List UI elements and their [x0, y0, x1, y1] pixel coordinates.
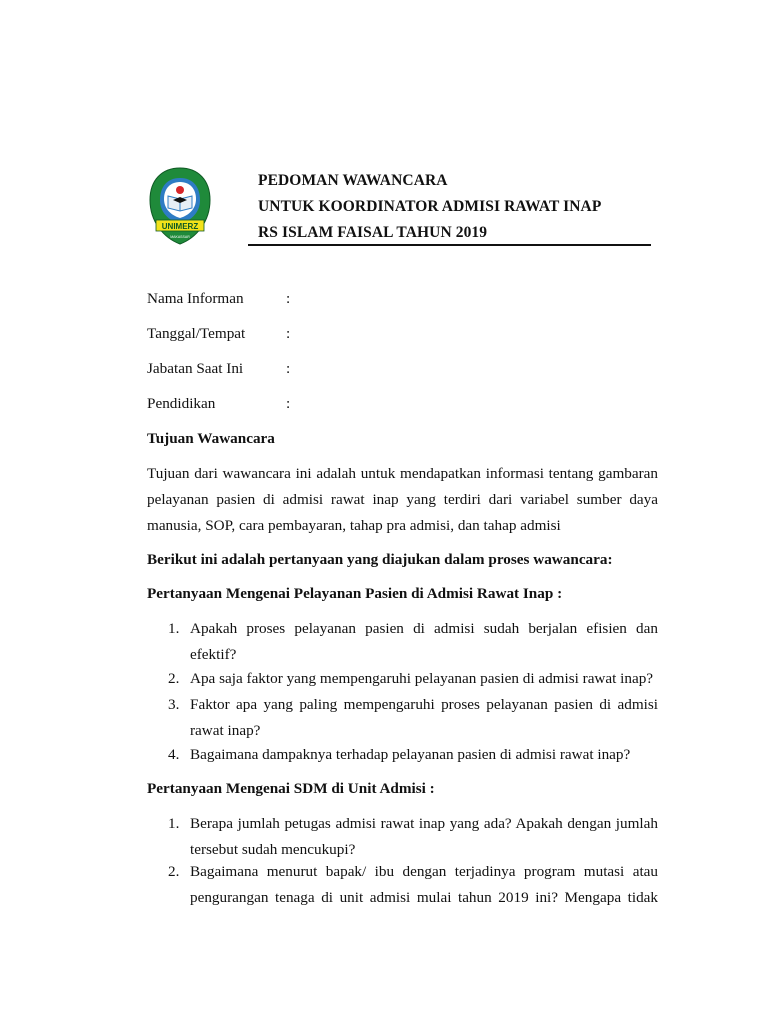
- item-line: rawat inap?: [190, 722, 261, 739]
- section-heading-sdm: Pertanyaan Mengenai SDM di Unit Admisi :: [147, 780, 435, 797]
- item-number: 1.: [168, 815, 180, 832]
- field-colon: :: [286, 325, 291, 342]
- item-line: Berapa jumlah petugas admisi rawat inap yang ada? Apakah dengan jumlah: [190, 815, 658, 832]
- university-logo: [148, 166, 212, 246]
- field-colon: :: [286, 360, 291, 377]
- item-line: efektif?: [190, 646, 237, 663]
- svg-text:MAKASSAR: MAKASSAR: [170, 235, 190, 239]
- svg-text:UNIMERZ: UNIMERZ: [161, 222, 199, 231]
- header-subtitle: UNTUK KOORDINATOR ADMISI RAWAT INAP: [258, 198, 602, 215]
- item-number: 3.: [168, 696, 180, 713]
- header-institution: RS ISLAM FAISAL TAHUN 2019: [258, 224, 488, 241]
- paragraph-line: manusia, SOP, cara pembayaran, tahap pra admisi, dan tahap admisi: [147, 517, 561, 534]
- field-label-jabatan: Jabatan Saat Ini: [147, 360, 244, 377]
- item-number: 4.: [168, 746, 180, 763]
- section-heading-tujuan: Tujuan Wawancara: [147, 430, 275, 447]
- paragraph-line: Tujuan dari wawancara ini adalah untuk mendapatkan informasi tentang gambaran: [147, 465, 658, 482]
- item-number: 2.: [168, 863, 180, 880]
- item-number: 1.: [168, 620, 180, 637]
- field-colon: :: [286, 395, 291, 412]
- item-line: Faktor apa yang paling mempengaruhi proses pelayanan pasien di admisi: [190, 696, 658, 713]
- intro-statement: Berikut ini adalah pertanyaan yang diajukan dalam proses wawancara:: [147, 551, 613, 568]
- tujuan-paragraph: [147, 466, 658, 544]
- item-line: Bagaimana dampaknya terhadap pelayanan pasien di admisi rawat inap?: [190, 746, 631, 763]
- item-line: Apakah proses pelayanan pasien di admisi sudah berjalan efisien dan: [190, 620, 658, 637]
- field-label-pendidikan: Pendidikan: [147, 395, 216, 412]
- field-label-tanggal-tempat: Tanggal/Tempat: [147, 325, 246, 342]
- item-line: Bagaimana menurut bapak/ ibu dengan terjadinya program mutasi atau: [190, 863, 658, 880]
- item-line: Apa saja faktor yang mempengaruhi pelayanan pasien di admisi rawat inap?: [190, 670, 654, 687]
- field-colon: :: [286, 290, 291, 307]
- field-label-nama-informan: Nama Informan: [147, 290, 244, 307]
- header-title: PEDOMAN WAWANCARA: [258, 172, 448, 189]
- item-line: tersebut sudah mencukupi?: [190, 841, 356, 858]
- item-line: pengurangan tenaga di unit admisi mulai tahun 2019 ini? Mengapa tidak: [190, 889, 658, 906]
- paragraph-line: pelayanan pasien di admisi rawat inap yang terdiri dari variabel sumber daya: [147, 491, 658, 508]
- item-number: 2.: [168, 670, 180, 687]
- unimerz-emblem-icon: [148, 166, 212, 246]
- header-divider: [248, 244, 651, 246]
- section-heading-pelayanan: Pertanyaan Mengenai Pelayanan Pasien di Admisi Rawat Inap :: [147, 585, 563, 602]
